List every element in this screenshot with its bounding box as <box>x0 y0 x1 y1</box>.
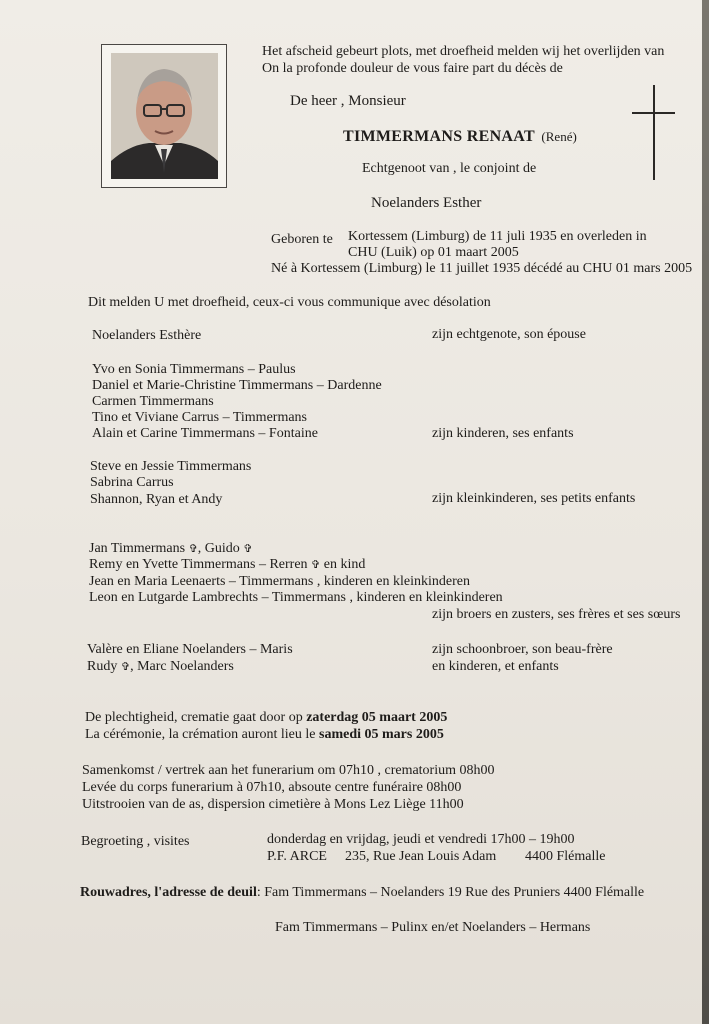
child-line: Alain et Carine Timmermans – Fontaine <box>92 426 318 441</box>
child-line: Carmen Timmermans <box>92 394 214 409</box>
mourning-line <box>80 885 644 901</box>
ceremony-text: De plechtigheid, crematie gaat door op <box>85 710 307 725</box>
ceremony-fr <box>85 727 444 743</box>
sibling-line: Leon en Lutgarde Lambrechts – Timmermans , kinderen en kleinkinderen <box>89 590 503 605</box>
spouse-relation: zijn echtgenote, son épouse <box>432 327 586 342</box>
spouse-family-name: Noelanders Esthère <box>92 328 202 343</box>
birth-nl-line1: Kortessem (Limburg) de 11 juli 1935 en overleden in <box>348 229 647 244</box>
intro-line: Dit melden U met droefheid, ceux-ci vous communique avec désolation <box>88 295 491 310</box>
grandchildren-relation: zijn kleinkinderen, ses petits enfants <box>432 491 636 506</box>
grandchild-line: Shannon, Ryan et Andy <box>90 492 223 507</box>
schedule-line: Uitstrooien van de as, dispersion cimetière à Mons Lez Liège 11h00 <box>82 797 464 812</box>
cross-icon-bar <box>632 112 675 114</box>
ceremony-date: samedi 05 mars 2005 <box>319 727 444 742</box>
grandchild-line: Steve en Jessie Timmermans <box>90 459 252 474</box>
in-law-name: Rudy <box>87 659 118 674</box>
visits-label: Begroeting , visites <box>81 834 190 849</box>
in-law-line <box>87 659 234 675</box>
grandchild-line: Sabrina Carrus <box>90 475 174 490</box>
mourning-label: Rouwadres, l'adresse de deuil <box>80 885 257 900</box>
schedule-line: Samenkomst / vertrek aan het funerarium om 07h10 , crematorium 08h00 <box>82 763 495 778</box>
sibling-line <box>89 557 365 573</box>
children-relation: zijn kinderen, ses enfants <box>432 426 574 441</box>
visits-city: 4400 Flémalle <box>525 849 606 864</box>
page-edge <box>702 0 709 1024</box>
cross-icon <box>653 85 655 180</box>
deceased-name: TIMMERMANS RENAAT <box>343 128 535 145</box>
birth-label: Geboren te <box>271 232 333 247</box>
visits-place: P.F. ARCE <box>267 849 327 864</box>
header-line-fr: On la profonde douleur de vous faire part du décès de <box>262 61 563 76</box>
cross-icon: ✞ <box>120 660 131 673</box>
spouse-name: Noelanders Esther <box>371 195 482 211</box>
child-line: Tino et Viviane Carrus – Timmermans <box>92 410 308 425</box>
mourning-address: : Fam Timmermans – Noelanders 19 Rue des Pruniers 4400 Flémalle <box>256 885 645 900</box>
child-line: Yvo en Sonia Timmermans – Paulus <box>92 362 296 377</box>
portrait-frame <box>101 44 227 188</box>
cross-icon: ✞ <box>188 542 198 555</box>
salutation: De heer , Monsieur <box>290 93 406 109</box>
mourning-line-2: Fam Timmermans – Pulinx en/et Noelanders – Hermans <box>275 920 591 935</box>
birth-nl-line2: CHU (Luik) op 01 maart 2005 <box>348 245 519 260</box>
visits-times: donderdag en vrijdag, jeudi et vendredi 17h00 – 19h00 <box>267 832 575 847</box>
ceremony-nl <box>85 710 447 726</box>
birth-fr-line: Né à Kortessem (Limburg) le 11 juillet 1935 décédé au CHU 01 mars 2005 <box>271 261 693 276</box>
portrait-illustration <box>111 53 218 179</box>
in-law-relation: zijn schoonbroer, son beau-frère <box>432 642 613 657</box>
deceased-nickname: (René) <box>541 129 577 144</box>
ceremony-text: La cérémonie, la crémation auront lieu le <box>85 727 320 742</box>
spouse-label: Echtgenoot van , le conjoint de <box>362 161 537 176</box>
in-law-line: Valère en Eliane Noelanders – Maris <box>87 642 293 657</box>
siblings-relation: zijn broers en zusters, ses frères et ses sœurs <box>432 607 681 622</box>
portrait-photo <box>111 53 218 179</box>
sibling-name: , Guido <box>197 541 240 556</box>
header-line-nl: Het afscheid gebeurt plots, met droefheid melden wij het overlijden van <box>262 44 665 59</box>
ceremony-date: zaterdag 05 maart 2005 <box>306 710 448 725</box>
sibling-name: Jan Timmermans <box>89 541 186 556</box>
sibling-name: Remy en Yvette Timmermans – Rerren <box>89 557 308 572</box>
schedule-line: Levée du corps funerarium à 07h10, absoute centre funéraire 08h00 <box>82 780 462 795</box>
child-line: Daniel et Marie-Christine Timmermans – Dardenne <box>92 378 382 393</box>
in-law-name: , Marc Noelanders <box>130 659 234 674</box>
cross-icon: ✞ <box>243 542 253 555</box>
in-law-relation: en kinderen, et enfants <box>432 659 559 674</box>
cross-icon: ✞ <box>311 558 321 571</box>
sibling-line: Jean en Maria Leenaerts – Timmermans , kinderen en kleinkinderen <box>89 574 470 589</box>
sibling-line <box>89 541 253 557</box>
sibling-suffix: en kind <box>323 557 366 572</box>
deceased-name-line <box>343 129 577 146</box>
visits-address: 235, Rue Jean Louis Adam <box>345 849 497 864</box>
